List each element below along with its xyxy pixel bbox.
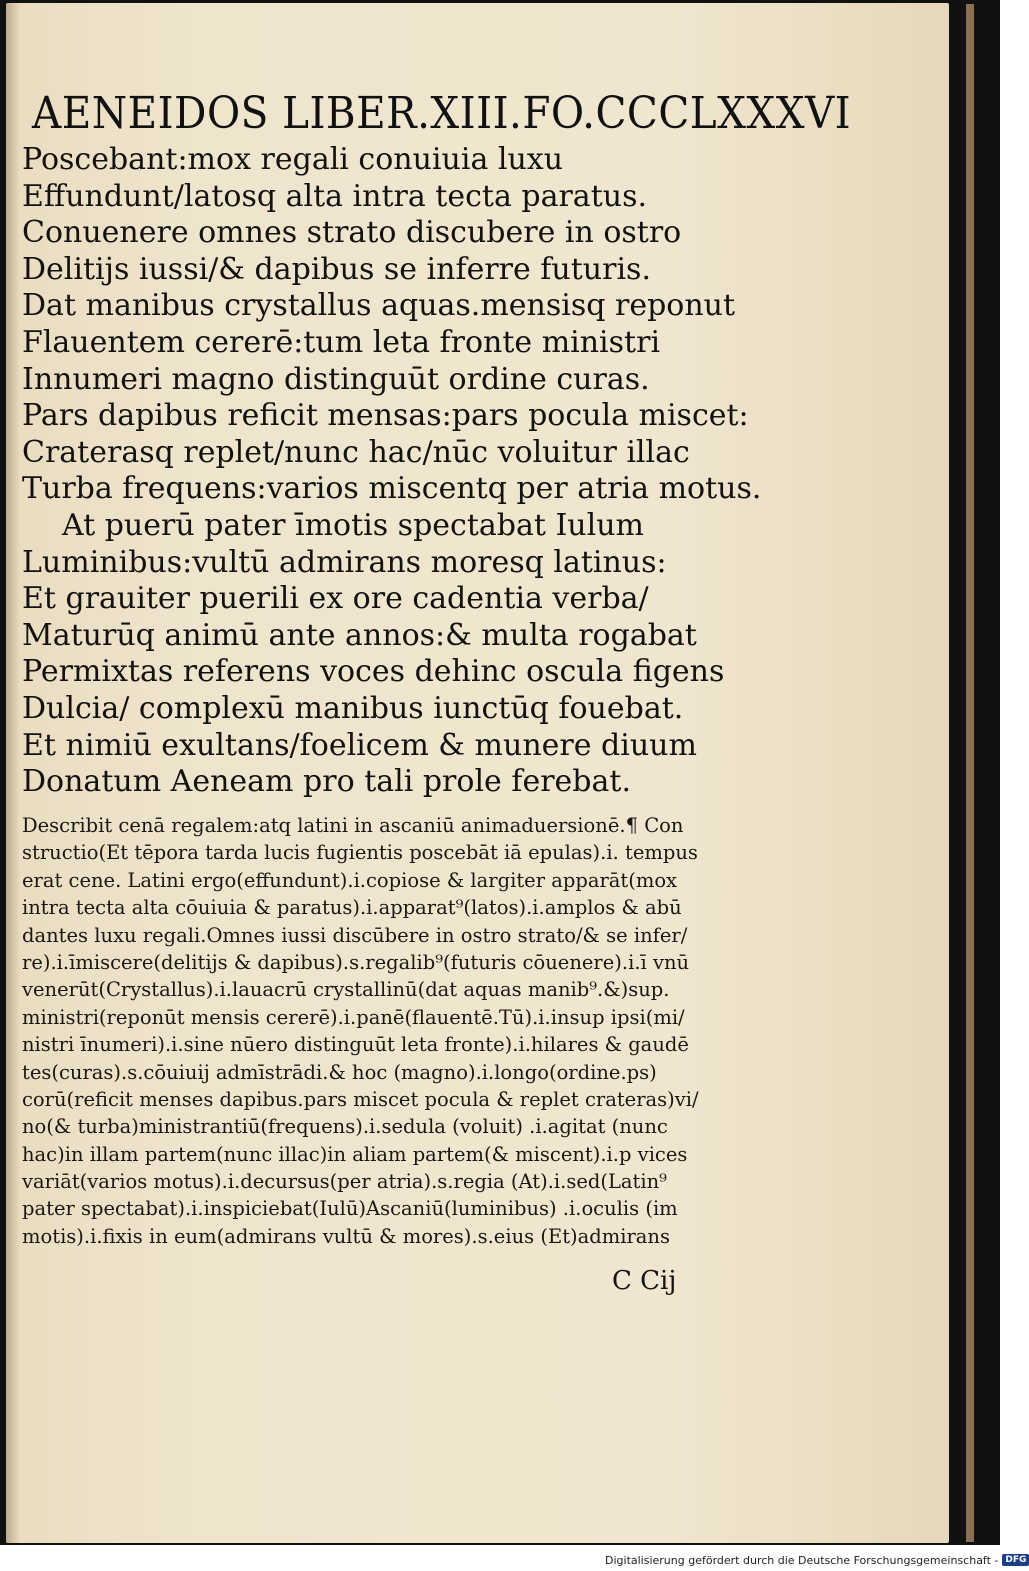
verse-block (22, 142, 762, 801)
commentary-line: hac)in illam partem(nunc illac)in aliam partem(& miscent).i.p vices (22, 1142, 688, 1166)
verse-line: Dat manibus crystallus aquas.mensisq reponut (22, 288, 736, 324)
commentary-line: venerūt(Crystallus).i.lauacrū crystallinū(dat aquas manib⁹.&)sup. (22, 978, 670, 1002)
page-edge (966, 4, 974, 1542)
verse-line: At puerū pater īmotis spectabat Iulum (62, 507, 644, 543)
verse-line: Dulcia/ complexū manibus iunctūq fouebat. (22, 690, 684, 726)
commentary-block (22, 812, 732, 1250)
verse-line: Et nimiū exultans/foelicem & munere diuum (22, 727, 697, 763)
verse-line: Effundunt/latosq alta intra tecta paratus. (22, 178, 648, 214)
verse-line: Innumeri magno distinguūt ordine curas. (22, 361, 650, 397)
footer-text: Digitalisierung gefördert durch die Deutsche Forschungsgemeinschaft - (605, 1553, 999, 1567)
verse-line: Flauentem cererē:tum leta fronte ministri (22, 324, 661, 360)
commentary-line: variāt(varios motus).i.decursus(per atria).s.regia (At).i.sed(Latin⁹ (22, 1170, 667, 1194)
verse-line: Permixtas referens voces dehinc oscula figens (22, 654, 725, 690)
dfg-logo-icon: DFG (1002, 1554, 1029, 1566)
commentary-line: dantes luxu regali.Omnes iussi discūbere in ostro strato/& se infer/ (22, 923, 688, 947)
verse-line: Pars dapibus reficit mensas:pars pocula miscet: (22, 398, 749, 434)
page-gutter-shadow (6, 3, 20, 1543)
verse-line: Maturūq animū ante annos:& multa rogabat (22, 617, 697, 653)
commentary-line: re).i.īmiscere(delitijs & dapibus).s.regalib⁹(futuris cōuenere).i.ī vnū (22, 950, 690, 974)
verse-line: Et grauiter puerili ex ore cadentia verba/ (22, 581, 649, 617)
verse-line: Turba frequens:varios miscentq per atria motus. (22, 471, 762, 507)
running-header: AENEIDOS LIBER.XIII.FO.CCCLXXXVI (32, 88, 852, 139)
verse-line: Craterasq replet/nunc hac/nūc voluitur illac (22, 434, 690, 470)
verse-line: Luminibus:vultū admirans moresq latinus: (22, 544, 667, 580)
signature-mark: C Cij (612, 1266, 677, 1296)
commentary-line: intra tecta alta cōuiuia & paratus).i.apparat⁹(latos).i.amplos & abū (22, 896, 682, 920)
verse-line: Donatum Aeneam pro tali prole ferebat. (22, 764, 631, 800)
commentary-line: nistri īnumeri).i.sine nūero distinguūt leta fronte).i.hilares & gaudē (22, 1033, 689, 1057)
verse-line: Delitijs iussi/& dapibus se inferre futuris. (22, 251, 651, 287)
commentary-line: motis).i.fixis in eum(admirans vultū & mores).s.eius (Et)admirans (22, 1224, 670, 1248)
verse-line: Conuenere omnes strato discubere in ostro (22, 215, 682, 251)
digitization-footer (605, 1550, 1029, 1570)
commentary-line: ministri(reponūt mensis cererē).i.panē(flauentē.Tū).i.insup ipsi(mi/ (22, 1005, 685, 1029)
commentary-line: Describit cenā regalem:atq latini in ascaniū animaduersionē.¶ Con (22, 814, 684, 837)
commentary-line: tes(curas).s.cōuiuij admīstrādi.& hoc (magno).i.longo(ordine.ps) (22, 1060, 657, 1084)
commentary-line: structio(Et tēpora tarda lucis fugientis poscebāt iā epulas).i. tempus (22, 841, 698, 865)
commentary-line: pater spectabat).i.inspiciebat(Iulū)Ascaniū(luminibus) .i.oculis (im (22, 1197, 678, 1221)
verse-line: Poscebant:mox regali conuiuia luxu (22, 142, 564, 177)
commentary-line: corū(reficit menses dapibus.pars miscet pocula & replet crateras)vi/ (22, 1087, 699, 1111)
commentary-line: erat cene. Latini ergo(effundunt).i.copiose & largiter apparāt(mox (22, 868, 678, 892)
commentary-line: no(& turba)ministrantiū(frequens).i.sedula (voluit) .i.agitat (nunc (22, 1115, 668, 1139)
